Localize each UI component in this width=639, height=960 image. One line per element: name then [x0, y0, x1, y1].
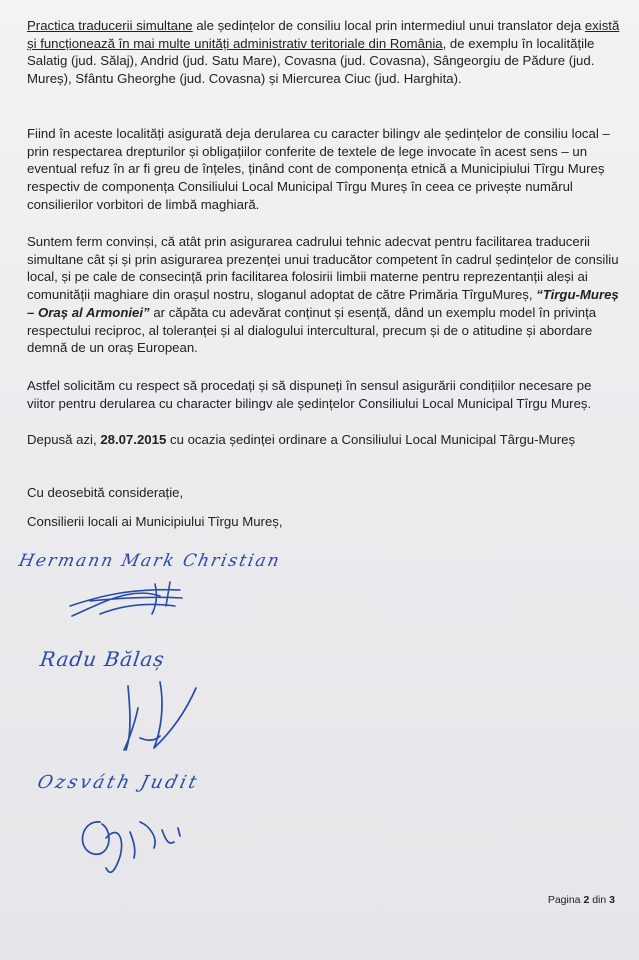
- paragraph-text: Suntem ferm convinși, că atât prin asigurarea cadrului tehnic adecvat pentru facilitarea traducerii simultane cât și și prin asigurarea prezenței unui traducător competent în cadrul ședințelor de consiliu local, și pe cale de consecință prin facilitarea folosirii limbii materne pentru reprezentanții aleși ai comunității maghiare din orașul nostru, sloganul adoptat de către Primăria TîrguMureș,: [27, 234, 619, 303]
- page-total: 3: [609, 894, 615, 906]
- handwritten-name-1: Hermann Mark Christian: [16, 551, 283, 571]
- signature-scribble-1: [60, 576, 200, 626]
- signatories-line: Consilierii locali ai Municipiului Tîrgu Mureș,: [27, 514, 283, 529]
- page-label: Pagina: [547, 894, 584, 906]
- handwritten-name-2: Radu Bălaș: [38, 647, 167, 671]
- paragraph-text: cu ocazia ședinței ordinare a Consiliului Local Municipal Târgu-Mureș: [166, 432, 576, 447]
- page-separator: din: [589, 894, 610, 906]
- page-current: 2: [583, 894, 590, 906]
- page-number: [548, 894, 615, 906]
- paragraph-text: , de exemplu în localitățile Salatig (jud. Sălaj), Andrid (jud. Satu Mare), Covasna (jud. Covasna), Sângeorgiu de Pădure (jud. Mureș), Sfântu Gheorghe (jud. Covasna) și Miercurea Ciuc (jud. Harghita).: [27, 35, 595, 87]
- signature-scribble-2: [110, 678, 210, 758]
- signature-name-hermann: [16, 538, 322, 578]
- signature-name-ozsvath: [35, 758, 258, 802]
- paragraph-text: ale ședințelor de consiliu local prin intermediul unui translator deja: [192, 18, 585, 33]
- paragraph-text: ar căpăta cu adevărat conținut și esență, dând un exemplu model în privința respectului reciproc, al toleranței și al dialogului intercultural, precum și de o atitudine și abordare demnă de un oraș European.: [27, 304, 597, 356]
- underlined-phrase: există și funcționează în mai multe unități administrativ teritoriale din România: [27, 18, 620, 51]
- underlined-phrase: Practica traducerii simultane: [27, 18, 193, 33]
- paragraph-simultaneous-translation: [27, 17, 622, 88]
- paragraph-submission-date: [27, 431, 622, 449]
- handwritten-name-3: Ozsváth Judit: [35, 772, 202, 793]
- paragraph-conviction: [27, 233, 622, 357]
- city-slogan: “Tirgu-Mureș – Oraș al Armoniei”: [27, 287, 619, 320]
- closing-salutation: Cu deosebită considerație,: [27, 485, 184, 500]
- signature-scribble-3: [70, 802, 200, 882]
- paragraph-request: Astfel solicităm cu respect să procedați și să dispuneți în sensul asigurării condițiilor necesare pe viitor pentru derularea cu character bilingv ale ședințelor Consiliului Local Municipal Tîrgu Mureș.: [27, 378, 592, 411]
- submission-date: 28.07.2015: [100, 432, 167, 447]
- paragraph-text: Depusă azi,: [27, 432, 101, 447]
- paragraph-bilingual-localities: Fiind în aceste localități asigurată deja derularea cu caracter bilingv ale ședințelor de consiliu local – prin respectarea drepturilor și obligațiilor conferite de textele de lege invocate în acest sens – un eventual refuz în ar fi greu de înțeles, ținând cont de componența etnică a Municipiului Tîrgu Mureș respectiv de componența Consiliului Local Municipal Tîrgu Mureș în ceea ce privește numărul consilierilor vorbitori de limbă maghiară.: [27, 126, 610, 212]
- signature-name-balas: [40, 632, 240, 680]
